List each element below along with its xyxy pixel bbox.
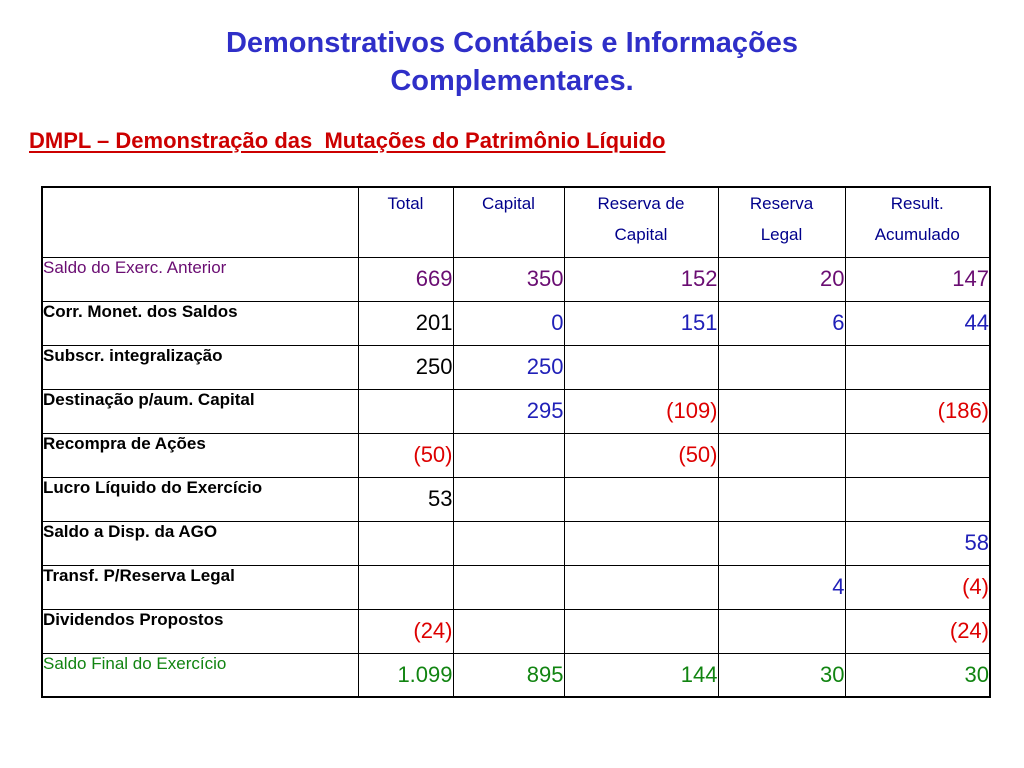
cell-result-acumulado: [845, 433, 990, 477]
row-label: Transf. P/Reserva Legal: [42, 565, 358, 609]
cell-total: 250: [358, 345, 453, 389]
cell-reserva-legal: [718, 433, 845, 477]
cell-total: [358, 521, 453, 565]
cell-reserva-legal: 4: [718, 565, 845, 609]
cell-reserva-legal: 20: [718, 257, 845, 301]
table-row: [42, 521, 990, 565]
dmpl-table: [41, 186, 991, 698]
cell-reserva-legal: 6: [718, 301, 845, 345]
row-label: Corr. Monet. dos Saldos: [42, 301, 358, 345]
cell-total: 1.099: [358, 653, 453, 697]
slide-title: [0, 24, 1024, 100]
cell-total: 201: [358, 301, 453, 345]
table-row: [42, 433, 990, 477]
cell-total: [358, 389, 453, 433]
row-label: Saldo a Disp. da AGO: [42, 521, 358, 565]
header-total: Total: [358, 187, 453, 257]
cell-capital: 895: [453, 653, 564, 697]
cell-reserva-capital: (50): [564, 433, 718, 477]
table-row: [42, 477, 990, 521]
cell-reserva-capital: 152: [564, 257, 718, 301]
table-row: [42, 389, 990, 433]
table-row: [42, 257, 990, 301]
cell-capital: [453, 521, 564, 565]
cell-result-acumulado: [845, 477, 990, 521]
table-row: [42, 301, 990, 345]
row-label: Dividendos Propostos: [42, 609, 358, 653]
table-row: [42, 345, 990, 389]
cell-total: 669: [358, 257, 453, 301]
table-header-row: [42, 187, 990, 257]
slide-title-line-2: Complementares.: [390, 65, 634, 97]
section-subtitle: DMPL – Demonstração das Mutações do Patrimônio Líquido: [29, 128, 666, 153]
cell-total: 53: [358, 477, 453, 521]
cell-reserva-capital: [564, 345, 718, 389]
cell-reserva-legal: [718, 345, 845, 389]
cell-capital: [453, 565, 564, 609]
cell-capital: 295: [453, 389, 564, 433]
cell-total: (24): [358, 609, 453, 653]
cell-reserva-capital: [564, 609, 718, 653]
cell-result-acumulado: (4): [845, 565, 990, 609]
cell-result-acumulado: 30: [845, 653, 990, 697]
cell-total: [358, 565, 453, 609]
cell-result-acumulado: (24): [845, 609, 990, 653]
cell-result-acumulado: [845, 345, 990, 389]
cell-capital: 350: [453, 257, 564, 301]
row-label: Destinação p/aum. Capital: [42, 389, 358, 433]
cell-reserva-capital: [564, 565, 718, 609]
cell-capital: [453, 433, 564, 477]
cell-reserva-capital: 144: [564, 653, 718, 697]
row-label: Saldo do Exerc. Anterior: [42, 257, 358, 301]
row-label: Recompra de Ações: [42, 433, 358, 477]
cell-reserva-capital: [564, 477, 718, 521]
row-label: Saldo Final do Exercício: [42, 653, 358, 697]
cell-capital: 250: [453, 345, 564, 389]
cell-result-acumulado: 58: [845, 521, 990, 565]
slide-title-line-1: Demonstrativos Contábeis e Informações: [225, 27, 799, 59]
cell-capital: [453, 609, 564, 653]
table-row: [42, 653, 990, 697]
cell-reserva-legal: [718, 389, 845, 433]
cell-result-acumulado: (186): [845, 389, 990, 433]
cell-result-acumulado: 44: [845, 301, 990, 345]
row-label: Subscr. integralização: [42, 345, 358, 389]
cell-capital: 0: [453, 301, 564, 345]
table-row: [42, 609, 990, 653]
cell-reserva-legal: [718, 521, 845, 565]
cell-result-acumulado: 147: [845, 257, 990, 301]
header-result-acumulado: Result. Acumulado: [845, 187, 990, 257]
cell-capital: [453, 477, 564, 521]
header-corner-cell: [42, 187, 358, 257]
cell-reserva-legal: [718, 477, 845, 521]
cell-reserva-legal: 30: [718, 653, 845, 697]
header-reserva-legal: Reserva Legal: [718, 187, 845, 257]
cell-reserva-legal: [718, 609, 845, 653]
row-label: Lucro Líquido do Exercício: [42, 477, 358, 521]
cell-total: (50): [358, 433, 453, 477]
cell-reserva-capital: (109): [564, 389, 718, 433]
cell-reserva-capital: 151: [564, 301, 718, 345]
header-capital: Capital: [453, 187, 564, 257]
table-row: [42, 565, 990, 609]
header-reserva-de-capital: Reserva de Capital: [564, 187, 718, 257]
cell-reserva-capital: [564, 521, 718, 565]
